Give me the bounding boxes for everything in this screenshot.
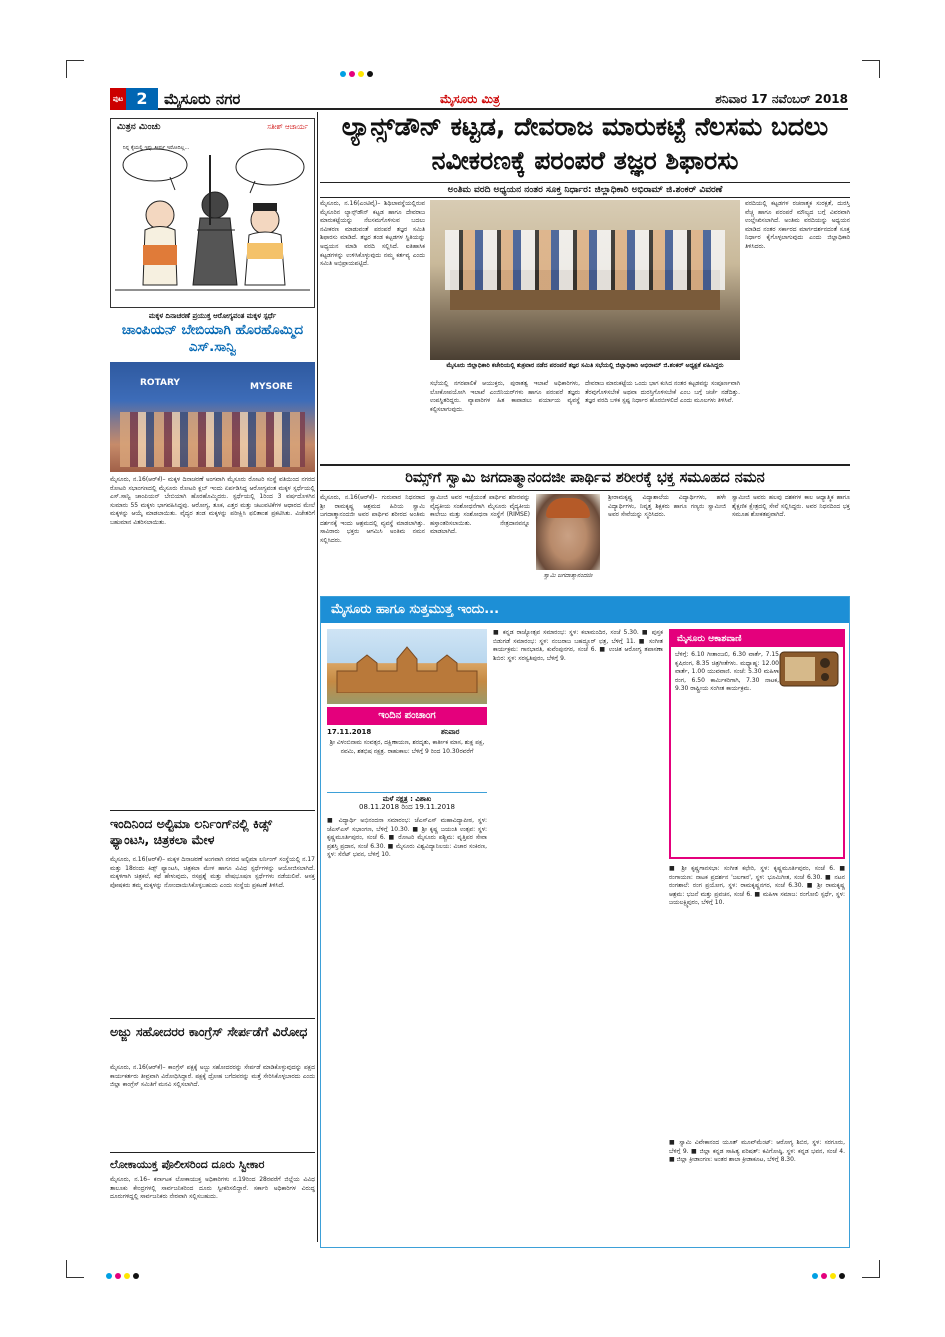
registration-dots-top [340,62,376,81]
page-number: 2 [136,89,148,108]
events-list-col3: ■ ಶ್ರೀ ಕೃಷ್ಣಗಾನಸಭಾ: ಸಂಗೀತ ಕಛೇರಿ, ಸ್ಥಳ: ಕೃಷ್ಣಮೂರ್ತಿಪುರಂ, ಸಂಜೆ 6. ■ ರಂಗಾಯಣ: ನಾಟಕ ಪ್ರದರ್ಶನ 'ಜಲಗಾರ', ಸ್ಥಳ: ಭೂಮಿಗೀತ, ಸಂಜೆ 6.30. ■ ನಟನ ರಂಗಶಾಲೆ: ರಂಗ ಪ್ರಯೋಗ, ಸ್ಥಳ: ರಾಮಕೃಷ್ಣನಗರ, ಸಂಜೆ 6.30. ■ ಶ್ರೀ ರಾಮಕೃಷ್ಣ ಆಶ್ರಮ: ಭಜನೆ ಮತ್ತು ಪ್ರವಚನ, ಸಂಜೆ 6. ■ ಮಹಿಳಾ ಸಮಾಜ: ರಂಗೋಲಿ ಸ್ಪರ್ಧೆ, ಸ್ಥಳ: ಜಯಲಕ್ಷ್ಮಿಪುರಂ, ಬೆಳಿಗ್ಗೆ 10. [669,865,845,907]
lead-subhead: ಅಂತಿಮ ವರದಿ ಅಧ್ಯಯನ ನಂತರ ಸೂಕ್ತ ನಿರ್ಧಾರ: ಜಿಲ್ಲಾಧಿಕಾರಿ ಅಭಿರಾಮ್ ಜಿ.ಶಂಕರ್ ವಿವರಣೆ [320,182,850,198]
lead-photo [430,200,740,360]
main-column [320,108,850,1248]
story-photo [110,362,315,472]
swami-body-col3: ಶ್ರೀರಾಮಕೃಷ್ಣ ವಿದ್ಯಾಶಾಲೆಯ ವಿದ್ಯಾರ್ಥಿಗಳು, ಹಳೇ ವಿದ್ಯಾರ್ಥಿಗಳು, ನಿವೃತ್ತ ಶಿಕ್ಷಕರು ಹಾಗೂ ಗಣ್ಯರು ಸ್ವಾಮೀಜಿ ಅವರ ಸೇವೆಯನ್ನು ಸ್ಮರಿಸಿದರು. [608,494,726,519]
palace-photo [327,629,487,704]
swami-cap [546,498,590,518]
today-box [320,596,850,1248]
panchanga-day: ಶನಿವಾರ [441,728,460,736]
swami-body-col4: ಸ್ವಾಮೀಜಿ ಅವರು ಹಲವು ದಶಕಗಳ ಕಾಲ ಆಧ್ಯಾತ್ಮಿಕ ಹಾಗೂ ಶೈಕ್ಷಣಿಕ ಕ್ಷೇತ್ರದಲ್ಲಿ ಸೇವೆ ಸಲ್ಲಿಸಿದ್ದರು. ಅವರ ನಿಧನದಿಂದ ಭಕ್ತ ಸಮೂಹ ಶೋಕತಪ್ತವಾಗಿದೆ. [732,494,850,519]
story-headline: ಲೋಕಾಯುಕ್ತ ಪೊಲೀಸರಿಂದ ದೂರು ಸ್ವೀಕಾರ [110,1158,265,1171]
lead-body-col1: ಮೈಸೂರು, ನ.16(ಎಂಟಿವೈ)– ಶಿಥಿಲಾವಸ್ಥೆಯಲ್ಲಿರುವ ಮೈಸೂರಿನ ಲ್ಯಾನ್ಸ್‌ಡೌನ್ ಕಟ್ಟಡ ಹಾಗೂ ದೇವರಾಜ ಮಾರುಕಟ್ಟೆಯನ್ನು ನೆಲಸಮಗೊಳಿಸುವ ಬದಲು ನವೀಕರಣ ಮಾಡುವಂತೆ ಪರಂಪರೆ ತಜ್ಞರ ಸಮಿತಿ ಶಿಫಾರಸು ಮಾಡಿದೆ. ತಜ್ಞರ ತಂಡ ಕಟ್ಟಡಗಳ ಸ್ಥಿತಿಯನ್ನು ಅಧ್ಯಯನ ಮಾಡಿ ವರದಿ ಸಲ್ಲಿಸಿದೆ. ಐತಿಹಾಸಿಕ ಕಟ್ಟಡಗಳನ್ನು ಉಳಿಸಿಕೊಳ್ಳುವುದು ನಮ್ಮ ಕರ್ತವ್ಯ ಎಂದು ಸಮಿತಿ ಅಭಿಪ್ರಾಯಪಟ್ಟಿದೆ. [320,200,425,268]
palace-silhouette [327,643,487,693]
section-title: ಮೈಸೂರು ನಗರ [164,90,241,108]
crop-mark-bottom-left [66,1260,84,1278]
story-kicker: ಮಕ್ಕಳ ದಿನಾಚರಣೆ ಪ್ರಯುಕ್ತ ಆರೋಗ್ಯವಂತ ಮಕ್ಕಳ ಸ್ಪರ್ಧೆ [148,312,277,320]
page-number-badge [110,88,158,110]
story-body: ಮೈಸೂರು, ನ.16– ಕರ್ನಾಟಕ ಲೋಕಾಯುಕ್ತ ಅಧಿಕಾರಿಗಳು ನ.19ರಿಂದ 28ರವರೆಗೆ ಜಿಲ್ಲೆಯ ವಿವಿಧ ತಾಲೂಕು ಕೇಂದ್ರಗಳಲ್ಲಿ ಸಾರ್ವಜನಿಕರಿಂದ ದೂರು ಸ್ವೀಕರಿಸಲಿದ್ದಾರೆ. ಸರ್ಕಾರಿ ಅಧಿಕಾರಿಗಳ ವಿರುದ್ಧ ದೂರುಗಳಿದ್ದಲ್ಲಿ ಸಾರ್ವಜನಿಕರು ನೇರವಾಗಿ ಸಲ್ಲಿಸಬಹುದು. [110,1176,315,1201]
lead-body-col4: ದೇವರಾಜ ಮಾರುಕಟ್ಟೆಯ ಒಂದು ಭಾಗ ಕುಸಿದ ನಂತರ ಕಟ್ಟಡವನ್ನು ಸಂಪೂರ್ಣವಾಗಿ ತೆರವುಗೊಳಿಸಬೇಕೆ ಅಥವಾ ದುರಸ್ತಿಗೊಳಿಸಬೇಕೆ ಎಂಬ ಬಗ್ಗೆ ಚರ್ಚೆ ನಡೆದಿತ್ತು. ತಜ್ಞರ ವರದಿ ಬಳಿಕ ಸ್ಪಷ್ಟ ನಿರ್ಧಾರ ಹೊರಬೀಳಲಿದೆ ಎಂದು ಮೂಲಗಳು ತಿಳಿಸಿವೆ. [585,380,740,405]
story-headline: ಅಜ್ಜು ಸಹೋದರರ ಕಾಂಗ್ರೆಸ್ ಸೇರ್ಪಡೆಗೆ ವಿರೋಧ [110,1024,308,1039]
divider [110,1152,315,1153]
events-list-col1: ■ ವಿದ್ಯಾರ್ಥಿ ಅಭಿನಂದನಾ ಸಮಾರಂಭ: ಜೆಎಸ್‌ಎಸ್ ಮಹಾವಿದ್ಯಾಪೀಠ, ಸ್ಥಳ: ಜೆಎಸ್‌ಎಸ್ ಸಭಾಂಗಣ, ಬೆಳಿಗ್ಗೆ 10.30. ■ ಶ್ರೀ ಕೃಷ್ಣ ಜಯಂತಿ ಉತ್ಸವ: ಸ್ಥಳ: ಕೃಷ್ಣಮೂರ್ತಿಪುರಂ, ಸಂಜೆ 6. ■ ರೋಟರಿ ಮೈಸೂರು ಪಶ್ಚಿಮ: ವೃತ್ತಿಪರ ಸೇವಾ ಪ್ರಶಸ್ತಿ ಪ್ರದಾನ, ಸಂಜೆ 6.30. ■ ಮೈಸೂರು ವಿಶ್ವವಿದ್ಯಾನಿಲಯ: ವಿಚಾರ ಸಂಕಿರಣ, ಸ್ಥಳ: ಸೆನೆಟ್ ಭವನ, ಬೆಳಿಗ್ಗೆ 10. [327,817,487,859]
left-column [110,118,315,1248]
story-headline: ಇಂದಿನಿಂದ ಅಲ್ಟಿಮಾ ಲರ್ನಿಂಗ್‌ನಲ್ಲಿ ಕಿಡ್ಸ್ ಫ್ಯಾಂಟಸಿ, ಚಿತ್ರಕಲಾ ಮೇಳ [110,816,273,847]
registration-dots-right [812,1264,848,1283]
cartoon-speech-bubble: ನಿನ್ನ ಕೈಯಲ್ಲಿ ಇನ್ನು ತೀರ್ಪು ಇರೋದಿಲ್ಲ... [123,145,190,151]
lead-body-col2: ವರದಿಯಲ್ಲಿ ಕಟ್ಟಡಗಳ ರಚನಾತ್ಮಕ ಸುರಕ್ಷತೆ, ದುರಸ್ತಿ ವೆಚ್ಚ ಹಾಗೂ ಪರಂಪರೆ ಮೌಲ್ಯದ ಬಗ್ಗೆ ವಿವರವಾಗಿ ಉಲ್ಲೇಖಿಸಲಾಗಿದೆ. ಅಂತಿಮ ವರದಿಯನ್ನು ಅಧ್ಯಯನ ಮಾಡಿದ ನಂತರ ಸರ್ಕಾರದ ಮಾರ್ಗದರ್ಶನದಂತೆ ಸೂಕ್ತ ನಿರ್ಧಾರ ಕೈಗೊಳ್ಳಲಾಗುವುದು ಎಂದು ಜಿಲ್ಲಾಧಿಕಾರಿ ತಿಳಿಸಿದರು. [745,200,850,250]
panchanga-title: ಇಂದಿನ ಪಂಚಾಂಗ [327,707,487,725]
radio-schedule-box [669,629,845,859]
today-banner: ಮೈಸೂರು ಹಾಗೂ ಸುತ್ತಮುತ್ತ ಇಂದು... [321,597,849,623]
crop-mark-bottom-right [862,1260,880,1278]
lead-photo-caption: ಮೈಸೂರು ಜಿಲ್ಲಾಧಿಕಾರಿ ಕಚೇರಿಯಲ್ಲಿ ಶುಕ್ರವಾರ ನಡೆದ ಪರಂಪರೆ ತಜ್ಞರ ಸಮಿತಿ ಸಭೆಯಲ್ಲಿ ಜಿಲ್ಲಾಧಿಕಾರಿ ಅಭಿರಾಮ್ ಜಿ.ಶಂಕರ್ ಅಧ್ಯಕ್ಷತೆ ವಹಿಸಿದ್ದರು [446,362,724,369]
paper-name: ಮೈಸೂರು ಮಿತ್ರ [440,92,500,106]
photo-banner-left: ROTARY [140,378,180,388]
divider [320,464,850,466]
divider [110,1018,315,1019]
crop-mark-top-left [66,60,84,78]
divider [110,810,315,811]
swami-photo-caption: ಸ್ವಾಮಿ ಜಗದಾತ್ಮಾನಂದಜೀ [543,572,593,579]
swami-body-col1: ಮೈಸೂರು, ನ.16(ಆರ್‌ಕೆ)– ಗುರುವಾರ ನಿಧನರಾದ ಶ್ರೀ ರಾಮಕೃಷ್ಣ ಆಶ್ರಮದ ಹಿರಿಯ ಸ್ವಾಮಿ ಜಗದಾತ್ಮಾನಂದಜೀ ಅವರ ಪಾರ್ಥಿವ ಶರೀರದ ಅಂತಿಮ ದರ್ಶನಕ್ಕೆ ಇಂದು ಆಶ್ರಮದಲ್ಲಿ ವ್ಯವಸ್ಥೆ ಮಾಡಲಾಗಿತ್ತು. ಸಾವಿರಾರು ಭಕ್ತರು ಆಗಮಿಸಿ ಅಂತಿಮ ನಮನ ಸಲ್ಲಿಸಿದರು. [320,494,425,544]
photo-banner-right: MYSORE [250,382,293,392]
lead-headline: ಲ್ಯಾನ್ಸ್‌ಡೌನ್ ಕಟ್ಟಡ, ದೇವರಾಜ ಮಾರುಕಟ್ಟೆ ನೆಲಸಮ ಬದಲು ನವೀಕರಣಕ್ಕೆ ಪರಂಪರೆ ತಜ್ಞರ ಶಿಫಾರಸು [341,112,829,175]
events-list-col4: ■ ಸ್ವಾಮಿ ವಿವೇಕಾನಂದ ಯೂತ್ ಮೂವ್‌ಮೆಂಟ್: ಆರೋಗ್ಯ ಶಿಬಿರ, ಸ್ಥಳ: ಸರಗೂರು, ಬೆಳಿಗ್ಗೆ 9. ■ ಜಿಲ್ಲಾ ಕನ್ನಡ ಸಾಹಿತ್ಯ ಪರಿಷತ್: ಕವಿಗೋಷ್ಠಿ, ಸ್ಥಳ: ಕನ್ನಡ ಭವನ, ಸಂಜೆ 4. ■ ಜಿಲ್ಲಾ ಕ್ರೀಡಾಂಗಣ: ಅಂತರ ಶಾಲಾ ಕ್ರೀಡಾಕೂಟ, ಬೆಳಿಗ್ಗೆ 8.30. [669,1139,845,1164]
page-header [110,88,848,110]
rain-star-dates: 08.11.2018 ರಿಂದ 19.11.2018 [359,803,455,811]
panchanga-date: 17.11.2018 [327,728,372,736]
swami-body-col2: ಸ್ವಾಮೀಜಿ ಅವರ ಇಚ್ಛೆಯಂತೆ ಪಾರ್ಥಿವ ಶರೀರವನ್ನು ವೈದ್ಯಕೀಯ ಸಂಶೋಧನೆಗಾಗಿ ಮೈಸೂರು ವೈದ್ಯಕೀಯ ಕಾಲೇಜು ಮತ್ತು ಸಂಶೋಧನಾ ಸಂಸ್ಥೆಗೆ (RIMSE) ಹಸ್ತಾಂತರಿಸಲಾಯಿತು. ನೇತ್ರದಾನವನ್ನೂ ಮಾಡಲಾಗಿದೆ. [430,494,530,536]
lead-body-col3: ಸಭೆಯಲ್ಲಿ ನಗರಪಾಲಿಕೆ ಆಯುಕ್ತರು, ಪುರಾತತ್ವ ಇಲಾಖೆ ಅಧಿಕಾರಿಗಳು, ಲೋಕೋಪಯೋಗಿ ಇಲಾಖೆ ಎಂಜಿನಿಯರ್‌ಗಳು ಹಾಗೂ ಪರಂಪರೆ ತಜ್ಞರು ಉಪಸ್ಥಿತರಿದ್ದರು. ವ್ಯಾಪಾರಿಗಳ ಹಿತ ಕಾಪಾಡಲು ಪರ್ಯಾಯ ವ್ಯವಸ್ಥೆ ಕಲ್ಪಿಸಲಾಗುವುದು. [430,380,580,413]
story-headline: ಚಾಂಪಿಯನ್ ಬೇಬಿಯಾಗಿ ಹೊರಹೊಮ್ಮಿದ ಎಸ್.ಸಾನ್ವಿ [121,322,304,355]
swami-headline: ರಿಮ್ಸ್‌ಗೆ ಸ್ವಾಮಿ ಜಗದಾತ್ಮಾನಂದಜೀ ಪಾರ್ಥಿವ ಶರೀರಕ್ಕೆ ಭಕ್ತ ಸಮೂಹದ ನಮನ [405,470,765,486]
story-body: ಮೈಸೂರು, ನ.16(ಆರ್‌ಕೆ)– ಮಕ್ಕಳ ದಿನಾಚರಣೆ ಅಂಗವಾಗಿ ನಗರದ ಅಲ್ಟಿಮಾ ಲರ್ನಿಂಗ್ ಸಂಸ್ಥೆಯಲ್ಲಿ ನ.17 ಮತ್ತು 18ರಂದು ಕಿಡ್ಸ್ ಫ್ಯಾಂಟಸಿ, ಚಿತ್ರಕಲಾ ಮೇಳ ಹಾಗೂ ವಿವಿಧ ಸ್ಪರ್ಧೆಗಳನ್ನು ಆಯೋಜಿಸಲಾಗಿದೆ. ಮಕ್ಕಳಿಗಾಗಿ ಚಿತ್ರಕಲೆ, ಕಥೆ ಹೇಳುವುದು, ರಸಪ್ರಶ್ನೆ ಮತ್ತು ವೇಷಭೂಷಣ ಸ್ಪರ್ಧೆಗಳು ನಡೆಯಲಿವೆ. ಆಸಕ್ತ ಪೋಷಕರು ತಮ್ಮ ಮಕ್ಕಳನ್ನು ನೋಂದಾಯಿಸಿಕೊಳ್ಳಬಹುದು ಎಂದು ಸಂಸ್ಥೆಯ ಪ್ರಕಟಣೆ ತಿಳಿಸಿದೆ. [110,856,315,889]
panchanga-body: ಶ್ರೀ ವಿಳಂಬಿನಾಮ ಸಂವತ್ಸರ, ದಕ್ಷಿಣಾಯಣ, ಶರದೃತು, ಕಾರ್ತೀಕ ಮಾಸ, ಶುಕ್ಲ ಪಕ್ಷ, ನವಮಿ, ಶತಭಿಷ ನಕ್ಷತ್ರ. ರಾಹುಕಾಲ: ಬೆಳಿಗ್ಗೆ 9 ರಿಂದ 10.30ರವರೆಗೆ [329,739,485,755]
story-body: ಮೈಸೂರು, ನ.16(ಆರ್‌ಕೆ)– ಮಕ್ಕಳ ದಿನಾಚರಣೆ ಅಂಗವಾಗಿ ಮೈಸೂರು ರೋಟರಿ ಸಂಸ್ಥೆ ವತಿಯಿಂದ ನಗರದ ರೋಟರಿ ಸಭಾಂಗಣದಲ್ಲಿ ಮೈಸೂರು ರೋಟರಿ ಕ್ಲಬ್ ಇಂದು ಏರ್ಪಡಿಸಿದ್ದ ಆರೋಗ್ಯವಂತ ಮಕ್ಕಳ ಸ್ಪರ್ಧೆಯಲ್ಲಿ ಎಸ್.ಸಾನ್ವಿ ಚಾಂಪಿಯನ್ ಬೇಬಿಯಾಗಿ ಹೊರಹೊಮ್ಮಿದರು. ಸ್ಪರ್ಧೆಯಲ್ಲಿ 1ರಿಂದ 3 ವರ್ಷದೊಳಗಿನ ಸುಮಾರು 55 ಮಕ್ಕಳು ಭಾಗವಹಿಸಿದ್ದವು. ಆರೋಗ್ಯ, ತೂಕ, ಎತ್ತರ ಮತ್ತು ಚಟುವಟಿಕೆಗಳ ಆಧಾರದ ಮೇಲೆ ಮಕ್ಕಳನ್ನು ಆಯ್ಕೆ ಮಾಡಲಾಯಿತು. ವೈದ್ಯರ ತಂಡ ಮಕ್ಕಳನ್ನು ಪರೀಕ್ಷಿಸಿ ಫಲಿತಾಂಶ ಪ್ರಕಟಿಸಿತು. ವಿಜೇತರಿಗೆ ಬಹುಮಾನ ವಿತರಿಸಲಾಯಿತು. [110,476,315,526]
radio-title: ಮೈಸೂರು ಆಕಾಶವಾಣಿ [671,631,843,647]
events-list-col2: ■ ಕನ್ನಡ ರಾಜ್ಯೋತ್ಸವ ಸಮಾರಂಭ: ಸ್ಥಳ: ಕಲಾಮಂದಿರ, ಸಂಜೆ 5.30. ■ ಪುಸ್ತಕ ಬಿಡುಗಡೆ ಸಮಾರಂಭ: ಸ್ಥಳ: ನಂಜರಾಜ ಬಹದ್ದೂರ್ ಛತ್ರ, ಬೆಳಿಗ್ಗೆ 11. ■ ಸಂಗೀತ ಕಾರ್ಯಕ್ರಮ: ಗಾನಭಾರತಿ, ಕುವೆಂಪುನಗರ, ಸಂಜೆ 6. ■ ಉಚಿತ ಆರೋಗ್ಯ ತಪಾಸಣಾ ಶಿಬಿರ: ಸ್ಥಳ: ಸರಸ್ವತಿಪುರಂ, ಬೆಳಿಗ್ಗೆ 9. [493,629,663,662]
photo-people [445,230,725,290]
rain-star-title: ಮಳೆ ನಕ್ಷತ್ರ : ವಿಶಾಖ [327,792,487,804]
issue-date: ಶನಿವಾರ 17 ನವೆಂಬರ್ 2018 [715,92,848,106]
cartoon-title: ಮಿತ್ರನ ಮಿಂಚು [117,122,161,132]
cartoon-artist: ಸತೀಶ್ ಆಚಾರ್ಯ [267,123,308,131]
divider [320,490,850,491]
story-body: ಮೈಸೂರು, ನ.16(ಆರ್‌ಕೆ)– ಕಾಂಗ್ರೆಸ್ ಪಕ್ಷಕ್ಕೆ ಅಜ್ಜು ಸಹೋದರರನ್ನು ಸೇರ್ಪಡೆ ಮಾಡಿಕೊಳ್ಳುವುದನ್ನು ಪಕ್ಷದ ಕಾರ್ಯಕರ್ತರು ತೀವ್ರವಾಗಿ ವಿರೋಧಿಸಿದ್ದಾರೆ. ಪಕ್ಷಕ್ಕೆ ದ್ರೋಹ ಬಗೆದವರನ್ನು ಮತ್ತೆ ಸೇರಿಸಿಕೊಳ್ಳಬಾರದು ಎಂದು ಜಿಲ್ಲಾ ಕಾಂಗ್ರೆಸ್ ಸಮಿತಿಗೆ ಮನವಿ ಸಲ್ಲಿಸಲಾಗಿದೆ. [110,1064,315,1089]
column-rule [317,112,318,1242]
photo-crowd [120,412,305,467]
registration-dots-left [106,1264,142,1283]
cartoon-box [110,118,315,308]
crop-mark-top-right [862,60,880,78]
swami-photo [536,494,600,570]
cartoon-illustration [115,135,310,305]
radio-body: ಬೆಳಿಗ್ಗೆ: 6.10 ಗೀತಾಂಜಲಿ, 6.30 ವಾರ್ತೆ, 7.15 ಕೃಷಿರಂಗ, 8.35 ಚಿತ್ರಗೀತೆಗಳು. ಮಧ್ಯಾಹ್ನ: 12.00 ವಾರ್ತೆ, 1.00 ಯುವವಾಣಿ. ಸಂಜೆ: 5.30 ಮಹಿಳಾ ರಂಗ, 6.50 ಕಾರ್ಮಿಕರಿಗಾಗಿ, 7.30 ನಾಟಕ, 9.30 ರಾಷ್ಟ್ರೀಯ ಸಂಗೀತ ಕಾರ್ಯಕ್ರಮ. [675,651,779,693]
page-label: ಪುಟ [110,88,126,110]
